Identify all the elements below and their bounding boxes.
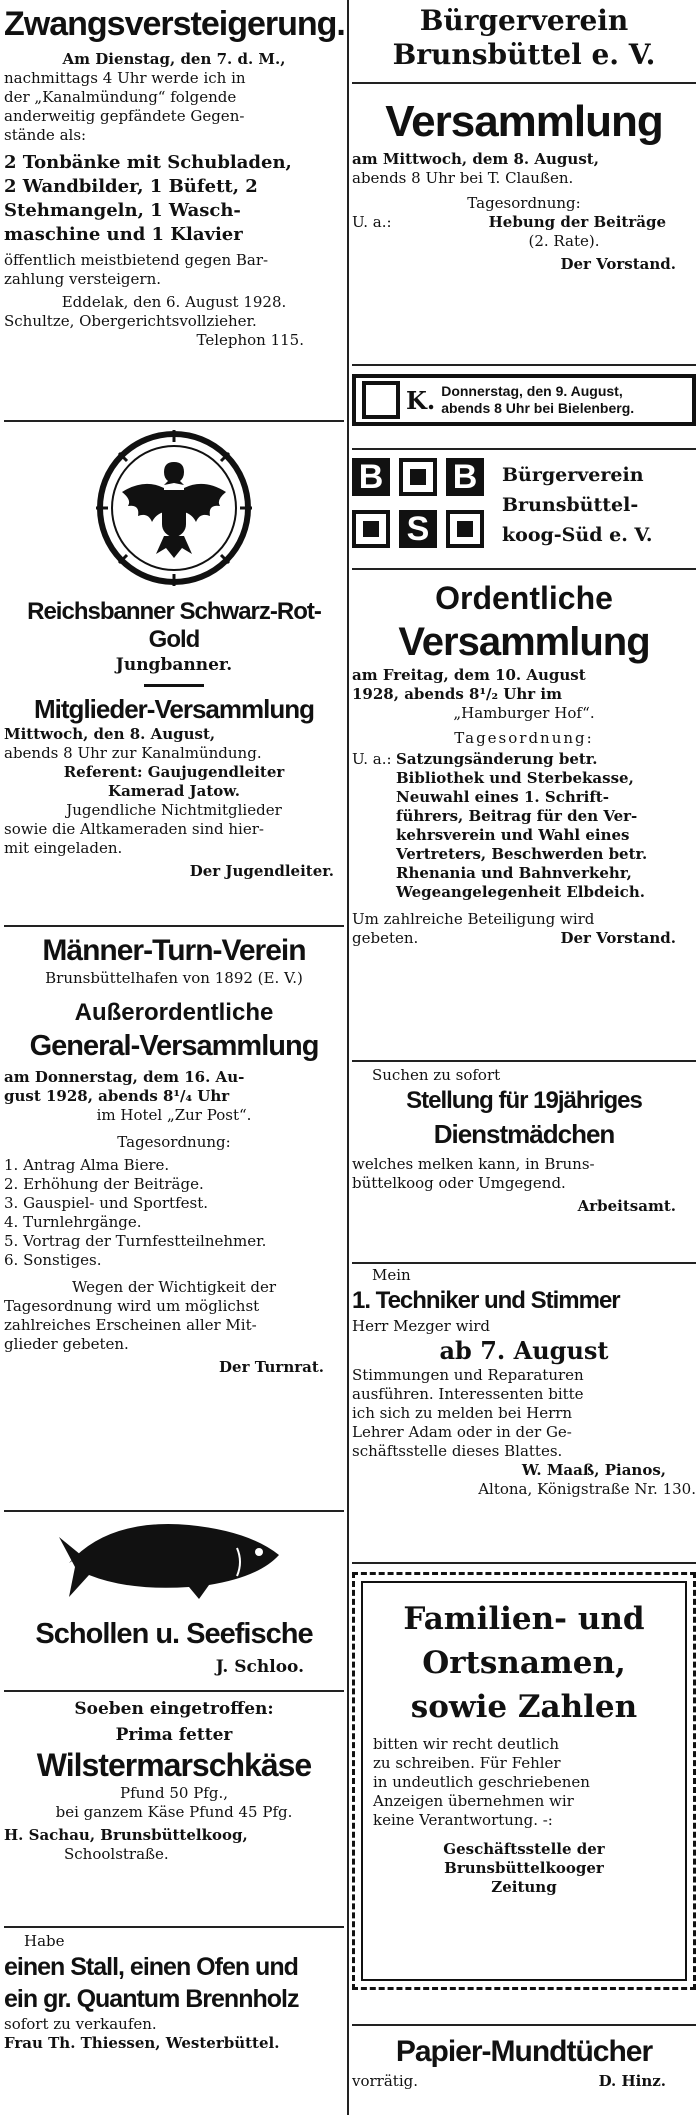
ad-intro: Habe [24,1932,65,1950]
ad-title: Ortsnamen, [422,1645,626,1681]
ad-sub: Prima fetter [115,1725,233,1745]
signature: Zeitung [491,1878,557,1896]
agenda-label: U. a.: [352,213,392,231]
ad-text: bitten wir recht deutlich [373,1735,560,1753]
org-name: Reichsbanner Schwarz-Rot-Gold [27,598,321,653]
speaker-line: Referent: Gaujugendleiter [63,763,285,781]
heading: General-Versammlung [29,1030,319,1062]
price-line: bei ganzem Käse Pfund 45 Pfg. [55,1803,293,1821]
note-line: gebeten. [352,929,419,947]
signature: H. Sachau, Brunsbüttelkoog, [4,1826,248,1844]
agenda-item: 4. Turnlehrgänge. [4,1213,142,1231]
intro-line: Am Dienstag, den 7. d. M., [62,50,286,68]
ad-text: in undeutlich geschriebenen [373,1773,590,1791]
divider [352,1262,696,1264]
ad-title: Zwangsversteigerung. [4,5,345,43]
ad-items [4,151,344,247]
ad-title: einen Stall, einen Ofen und [4,1953,298,1981]
divider [352,1562,696,1564]
right-column [352,0,696,2115]
signature: Brunsbüttelkooger [444,1859,604,1877]
ad-text: schäftsstelle dieses Blattes. [352,1442,563,1460]
ad-schollen [4,1518,344,1678]
signature: Schultze, Obergerichtsvollzieher. [4,312,257,330]
intro-line: der „Kanalmündung“ folgende [4,88,237,106]
intro-line: anderweitig gepfändete Gegen- [4,107,245,125]
eagle-icon [94,428,254,588]
signature: Frau Th. Thiessen, Westerbüttel. [4,2034,280,2052]
agenda-title: Tagesordnung: [117,1133,231,1151]
price-line: Pfund 50 Pfg., [120,1784,228,1802]
agenda-line: Bibliothek und Sterbekasse, [396,769,634,787]
ad-text: keine Verantwortung. -: [373,1811,553,1829]
ad-text: Anzeigen übernehmen wir [373,1792,574,1810]
agenda-line: Wegeangelegenheit Elbdeich. [396,883,645,901]
agenda-item: 1. Antrag Alma Biere. [4,1156,170,1174]
signature: W. Maaß, Pianos, [521,1461,666,1479]
ad-head: Soeben eingetroffen: [74,1699,274,1719]
divider [4,1926,344,1928]
column-divider [347,0,349,2115]
ad-title: Mitglieder-Versammlung [34,694,314,724]
agenda-item: 5. Vortrag der Turnfestteilnehmer. [4,1232,267,1250]
logo-square [352,510,390,548]
divider [352,568,696,570]
dateline: Eddelak, den 6. August 1928. [61,293,287,311]
ad-sub: Herr Mezger wird [352,1317,491,1335]
org-line: koog-Süd e. V. [502,524,653,546]
ad-k-box [352,374,696,426]
agenda [352,750,696,902]
signature: Altona, Königstraße Nr. 130. [478,1480,696,1498]
item-line: Stehmangeln, 1 Wasch- [4,200,241,221]
signature: D. Hinz. [598,2072,666,2090]
ad-text: sofort zu verkaufen. [4,2015,157,2033]
ad-zwangsversteigerung [4,4,344,350]
box-letter: K. [406,385,436,415]
outro-line: öffentlich meistbietend gegen Bar- [4,251,269,269]
signature: Arbeitsamt. [577,1197,676,1215]
ad-title: Wilstermarschkäse [36,1747,312,1783]
heading: Außerordentliche [74,999,274,1026]
item-line: 2 Wandbilder, 1 Büfett, 2 [4,176,258,197]
outro-line: zahlung versteigern. [4,270,161,288]
date-line: abends 8 Uhr bei T. Claußen. [352,169,574,187]
item-line: maschine und 1 Klavier [4,224,243,245]
ad-title: Schollen u. Seefische [35,1618,313,1650]
agenda-item: 6. Sonstiges. [4,1251,102,1269]
item-line: 2 Tonbänke mit Schubladen, [4,152,292,173]
signature: Der Vorstand. [560,255,676,273]
square-icon [362,381,400,419]
logo-square [399,458,437,496]
logo-square [446,510,484,548]
box-line: Donnerstag, den 9. August, [441,383,623,399]
ad-wilstermarschkaese [4,1698,344,1864]
ad-text: Lehrer Adam oder in der Ge- [352,1423,572,1441]
ad-reichsbanner [4,428,344,881]
ad-title: Dienstmädchen [433,1119,615,1149]
ad-text: vorrätig. [352,2072,418,2090]
org-name: Brunsbüttel e. V. [392,38,656,71]
signature: Schoolstraße. [64,1845,169,1863]
date-line: gust 1928, abends 8¹/₄ Uhr [4,1087,230,1105]
box-line: abends 8 Uhr bei Bielenberg. [441,400,635,416]
date-line: im Hotel „Zur Post“. [96,1106,252,1124]
ad-maenner-turn-verein [4,933,344,1377]
ad-inner-frame [361,1581,687,1981]
ad-text: ausführen. Interessenten bitte [352,1385,584,1403]
divider [352,1060,696,1062]
agenda-item: 3. Gauspiel- und Sportfest. [4,1194,208,1212]
fish-icon [49,1518,299,1608]
agenda-title: Tagesordnung: [454,729,594,747]
agenda-title: Tagesordnung: [467,194,581,212]
divider [4,420,344,422]
agenda-list [4,1156,344,1270]
heading: Versammlung [398,620,650,664]
divider [4,1510,344,1512]
divider [4,925,344,927]
bsb-logo [352,458,488,558]
date-line: am Freitag, dem 10. August [352,666,586,684]
signature: Geschäftsstelle der [443,1840,605,1858]
ad-title: 1. Techniker und Stimmer [352,1287,620,1314]
ad-title: sowie Zahlen [410,1689,638,1725]
ad-intro: Mein [372,1266,411,1284]
fish-illustration [4,1518,344,1608]
agenda-item: 2. Erhöhung der Beiträge. [4,1175,204,1193]
agenda-sub: (2. Rate). [528,232,600,250]
ad-buergerverein-sued [352,458,696,948]
logo-letter: B [446,458,484,496]
ad-intro [4,50,344,145]
date-line: am Donnerstag, dem 16. Au- [4,1068,245,1086]
ad-papier-mundtuecher [352,2032,696,2091]
left-column [4,0,344,2115]
ad-title: Stellung für 19jähriges [406,1087,642,1114]
signature: J. Schloo. [215,1657,304,1677]
phone: Telephon 115. [196,331,304,349]
ad-buergerverein-brunsbuettel [352,4,696,274]
ad-date: ab 7. August [439,1336,609,1365]
ad-footer [352,2072,696,2091]
speaker-line: Kamerad Jatow. [108,782,240,800]
note-line: glieder gebeten. [4,1335,129,1353]
signature: Der Jugendleiter. [189,862,334,880]
heading: Ordentliche [435,580,613,616]
ad-text: zu schreiben. Für Fehler [373,1754,561,1772]
org-name: Bürgerverein [419,4,629,37]
ad-title: Papier-Mundtücher [395,2035,653,2068]
logo-letter: S [399,510,437,548]
ad-stall-ofen [4,1932,344,2053]
agenda-line: kehrsverein und Wahl eines [396,826,630,844]
agenda-line: Rhenania und Bahnverkehr, [396,864,632,882]
ad-stellung [352,1066,696,1216]
divider [352,2024,696,2026]
logo-letter: B [352,458,390,496]
ad-title: Versammlung [385,97,663,146]
agenda-line: Satzungsänderung betr. [396,750,598,768]
date-line: Mittwoch, den 8. August, [4,725,216,743]
agenda-line: Neuwahl eines 1. Schrift- [396,788,609,806]
intro-line: stände als: [4,126,87,144]
ad-title: Männer-Turn-Verein [42,934,306,967]
ad-familiennamen [352,1572,696,1990]
signature: Der Vorstand. [560,929,676,947]
agenda-item: Hebung der Beiträge [488,213,666,231]
intro-line: nachmittags 4 Uhr werde ich in [4,69,246,87]
note-line: mit eingeladen. [4,839,123,857]
agenda-label: U. a.: [352,750,392,768]
note-row [352,929,696,948]
ornament [144,684,204,687]
note-line: Um zahlreiche Beteiligung wird [352,910,595,928]
note-line: Tagesordnung wird um möglichst [4,1297,260,1315]
org-sub: Jungbanner. [115,655,233,675]
date-line: abends 8 Uhr zur Kanalmündung. [4,744,262,762]
note-line: Jugendliche Nichtmitglieder [66,801,282,819]
date-line: „Hamburger Hof“. [453,704,595,722]
divider [352,82,696,84]
ad-sub: Brunsbüttelhafen von 1892 (E. V.) [45,969,303,987]
ad-title: ein gr. Quantum Brennholz [4,1985,299,2013]
ad-text: ich sich zu melden bei Herrn [352,1404,573,1422]
eagle-emblem [4,428,344,588]
agenda-line: führers, Beitrag für den Ver- [396,807,638,825]
agenda-line: Vertreters, Beschwerden betr. [396,845,648,863]
ad-text: welches melken kann, in Bruns- [352,1155,595,1173]
org-name [502,460,652,550]
ad-intro: Suchen zu sofort [372,1066,501,1084]
note-line: zahlreiches Erscheinen aller Mit- [4,1316,257,1334]
date-line: 1928, abends 8¹/₂ Uhr im [352,685,562,703]
ad-text: büttelkoog oder Umgegend. [352,1174,566,1192]
note-line: Wegen der Wichtigkeit der [71,1278,277,1296]
date-line: am Mittwoch, dem 8. August, [352,150,599,168]
note-line: sowie die Altkameraden sind hier- [4,820,264,838]
ad-title: Familien- und [403,1601,645,1637]
divider [4,1690,344,1692]
org-line: Bürgerverein [502,464,644,486]
signature: Der Turnrat. [219,1358,324,1376]
org-line: Brunsbüttel- [502,494,639,516]
divider [352,364,696,366]
ad-techniker [352,1266,696,1499]
ad-text: Stimmungen und Reparaturen [352,1366,584,1384]
divider [352,448,696,450]
org-header [352,458,696,558]
agenda-row [352,213,696,232]
